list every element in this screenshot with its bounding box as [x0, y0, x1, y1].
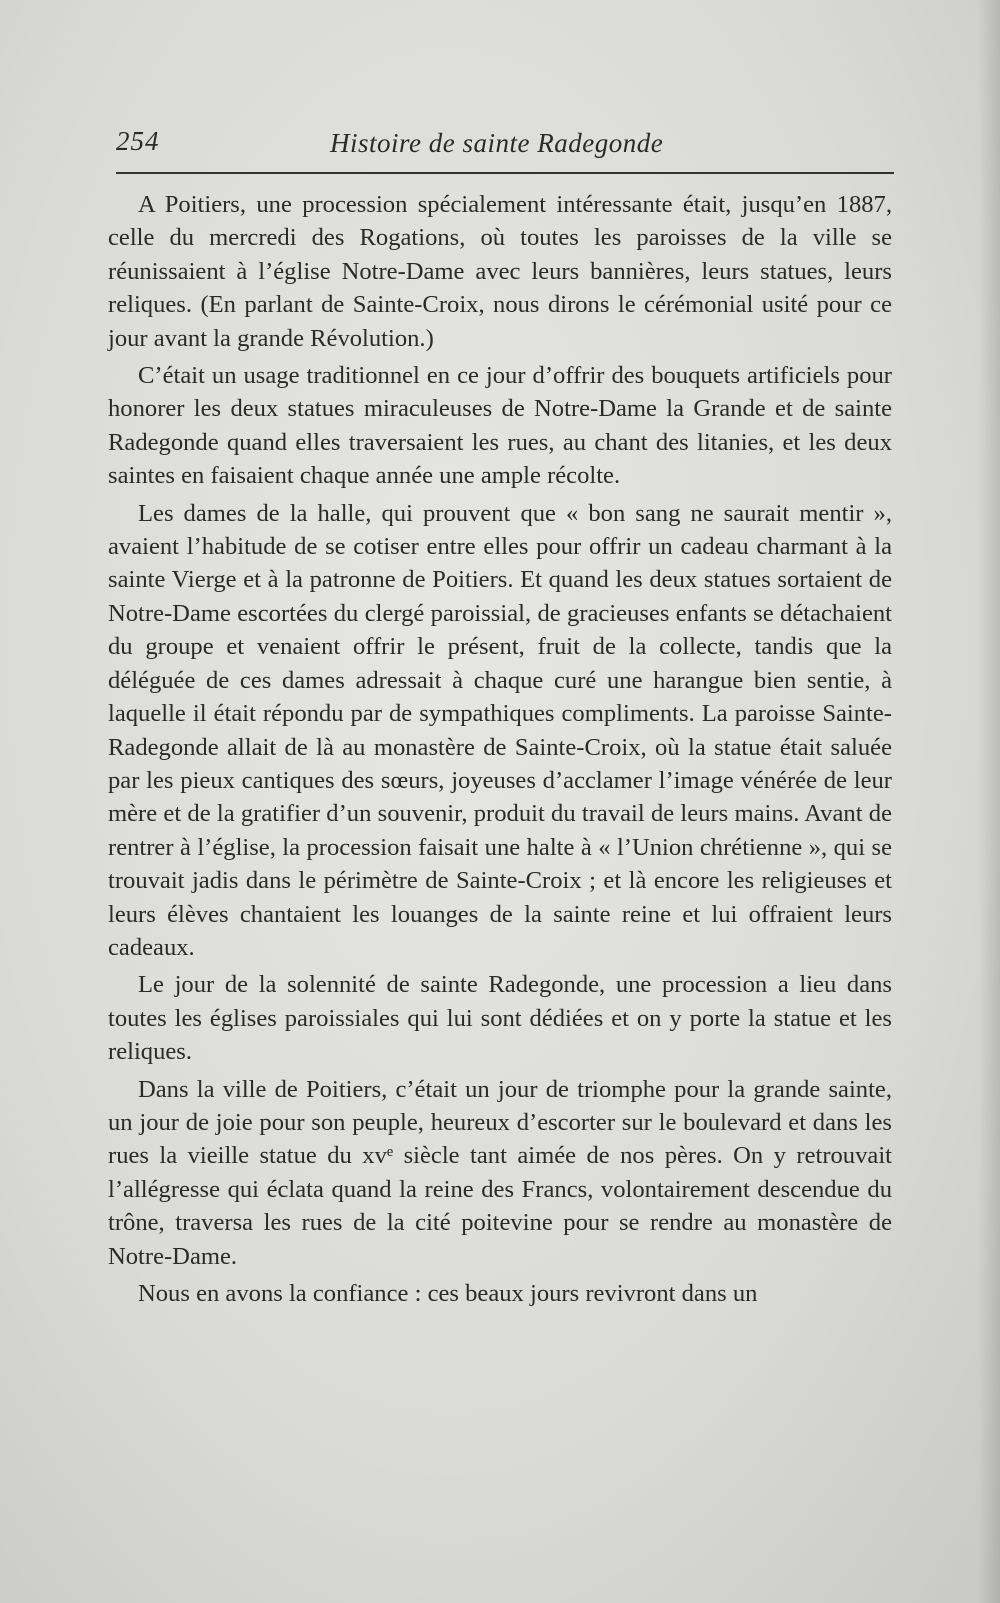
- running-title: Histoire de sainte Radegonde: [330, 128, 664, 158]
- paragraph: Nous en avons la confiance : ces beaux jours revivront dans un: [138, 1280, 758, 1307]
- paragraph: Dans la ville de Poitiers, c’était un jour de triomphe pour la grande sainte, un jour de joie pour son peuple, heureux d’escorter sur le boulevard et dans les rues la vieille statue du xvᵉ siècle tant aimée de nos pères. On y retrouvait l’allégresse qui éclata quand la reine des Francs, volontairement descendue du trône, traversa les rues de la cité poitevine pour se rendre au monastère de Notre-Dame.: [108, 1075, 892, 1270]
- paragraph: Les dames de la halle, qui prouvent que « bon sang ne saurait mentir », avaient l’habitude de se cotiser entre elles pour offrir un cadeau charmant à la sainte Vierge et à la patronne de Poitiers. Et quand les deux statues sortaient de Notre-Dame escortées du clergé paroissial, de gracieuses enfants se détachaient du groupe et venaient offrir le présent, fruit de la collecte, tandis que la déléguée de ces dames adressait à chaque curé une harangue bien sentie, à laquelle il était répondu par de sympathiques compliments. La paroisse Sainte-Radegonde allait de là au monastère de Sainte-Croix, où la statue était saluée par les pieux cantiques des sœurs, joyeuses d’acclamer l’image vénérée de leur mère et de la gratifier d’un souvenir, produit du travail de leurs mains. Avant de rentrer à l’église, la procession faisait une halte à « l’Union chrétienne », qui se trouvait jadis dans le périmètre de Sainte-Croix ; et là encore les religieuses et leurs élèves chantaient les louanges de la sainte reine et lui offraient leurs cadeaux.: [108, 499, 892, 961]
- header-rule: [116, 172, 894, 174]
- paragraph: Le jour de la solennité de sainte Radegonde, une procession a lieu dans toutes les églises paroissiales qui lui sont dédiées et on y porte la statue et les reliques.: [108, 971, 892, 1066]
- page-number: 254: [116, 126, 160, 156]
- paragraph: C’était un usage traditionnel en ce jour d’offrir des bouquets artificiels pour honorer les deux statues miraculeuses de Notre-Dame la Grande et de sainte Radegonde quand elles traversaient les rues, au chant des litanies, et les deux saintes en faisaient chaque année une ample récolte.: [108, 362, 892, 490]
- paragraph: A Poitiers, une procession spécialement intéressante était, jusqu’en 1887, celle du mercredi des Rogations, où toutes les paroisses de la ville se réunissaient à l’église Notre-Dame avec leurs bannières, leurs statues, leurs reliques. (En parlant de Sainte-Croix, nous dirons le cérémonial usité pour ce jour avant la grande Révolution.): [108, 191, 892, 352]
- running-head: [108, 118, 892, 162]
- body-text: [108, 188, 892, 1310]
- page-edge-shadow: [978, 0, 1000, 1603]
- book-page: [108, 118, 892, 1314]
